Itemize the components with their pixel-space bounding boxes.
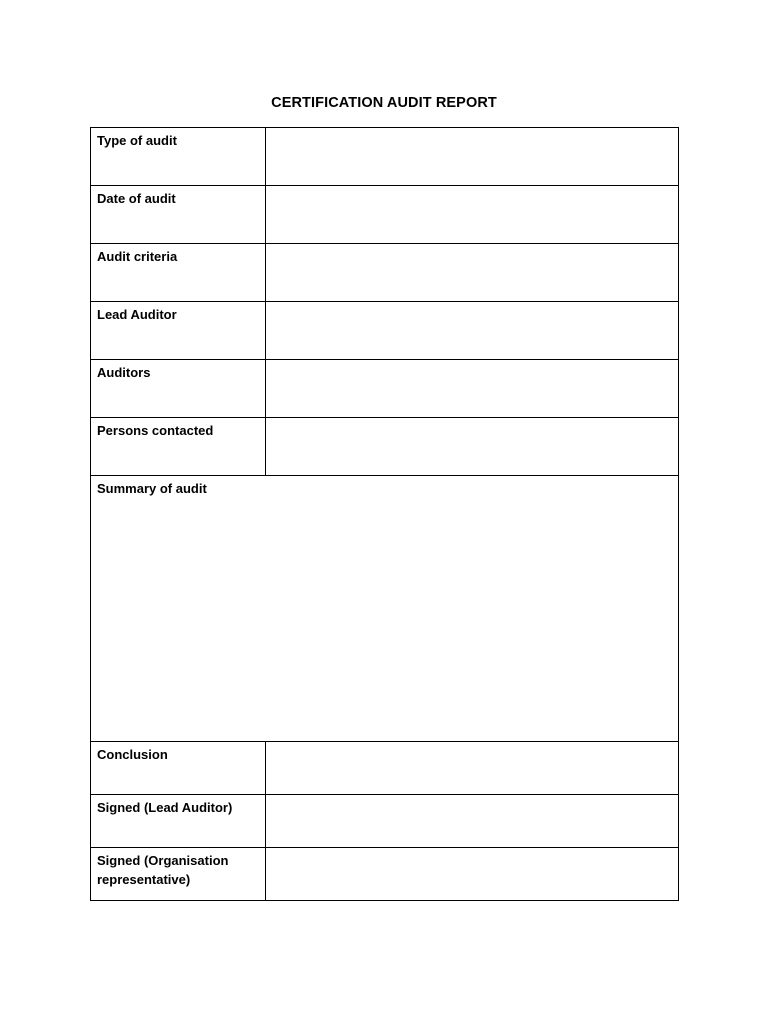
row-signed-organisation-representative	[91, 848, 679, 901]
field-value-signed-lead-auditor[interactable]	[266, 795, 679, 848]
document-title: CERTIFICATION AUDIT REPORT	[271, 95, 497, 111]
row-persons-contacted	[91, 418, 679, 476]
field-summary-of-audit[interactable]	[91, 476, 679, 742]
field-label-date-of-audit: Date of audit	[91, 186, 266, 244]
field-label-signed-lead-auditor: Signed (Lead Auditor)	[91, 795, 266, 848]
field-value-date-of-audit[interactable]	[266, 186, 679, 244]
field-value-signed-organisation-representative[interactable]	[266, 848, 679, 901]
row-type-of-audit	[91, 128, 679, 186]
field-label-summary-of-audit: Summary of audit	[97, 481, 207, 496]
row-audit-criteria	[91, 244, 679, 302]
audit-report-table	[90, 127, 679, 901]
field-label-type-of-audit: Type of audit	[91, 128, 266, 186]
field-label-audit-criteria: Audit criteria	[91, 244, 266, 302]
field-value-type-of-audit[interactable]	[266, 128, 679, 186]
field-label-signed-organisation-representative: Signed (Organisation representative)	[91, 848, 266, 901]
field-value-auditors[interactable]	[266, 360, 679, 418]
field-value-audit-criteria[interactable]	[266, 244, 679, 302]
row-date-of-audit	[91, 186, 679, 244]
field-label-auditors: Auditors	[91, 360, 266, 418]
field-value-lead-auditor[interactable]	[266, 302, 679, 360]
row-lead-auditor	[91, 302, 679, 360]
field-value-conclusion[interactable]	[266, 742, 679, 795]
row-conclusion	[91, 742, 679, 795]
field-value-persons-contacted[interactable]	[266, 418, 679, 476]
field-label-persons-contacted: Persons contacted	[91, 418, 266, 476]
row-summary-of-audit	[91, 476, 679, 742]
row-auditors	[91, 360, 679, 418]
field-label-conclusion: Conclusion	[91, 742, 266, 795]
field-label-lead-auditor: Lead Auditor	[91, 302, 266, 360]
row-signed-lead-auditor	[91, 795, 679, 848]
